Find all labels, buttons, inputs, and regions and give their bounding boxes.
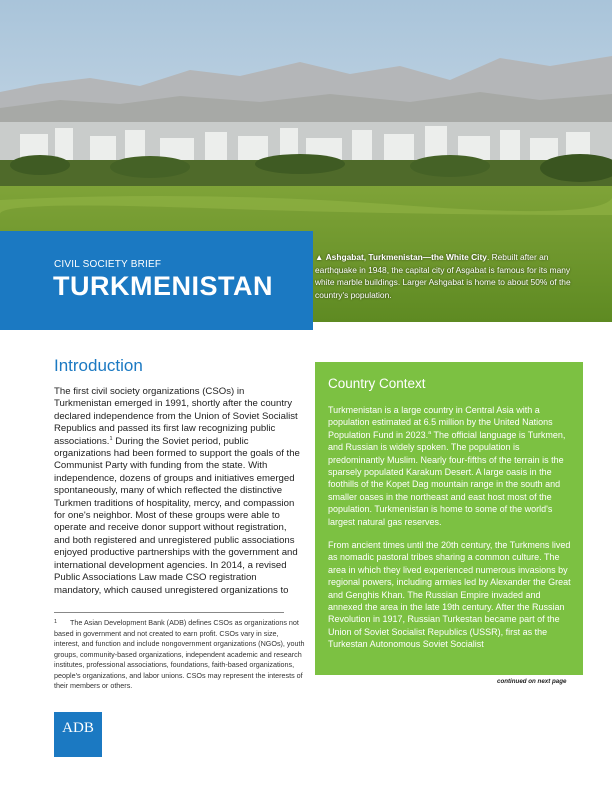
- caption-triangle-icon: ▲: [315, 252, 324, 262]
- context-text-part-1: Turkmenistan is a large country in Central Asia with a population estimated at 6.5 million by the United Nations Population Fund in 2023.: [328, 405, 553, 440]
- photo-caption: [315, 251, 585, 301]
- introduction-heading: Introduction: [54, 356, 143, 375]
- footnote-number: 1: [54, 619, 58, 625]
- continued-note: continued on next page: [497, 678, 567, 685]
- footnote-divider: [54, 612, 284, 613]
- caption-text: . Rebuilt after an earthquake in 1948, the capital city of Asgabat is famous for its many white marble buildings. Larger Ashgabat is home to about 50% of the country's population.: [315, 252, 571, 300]
- title-banner: [0, 231, 313, 330]
- footnote: [54, 618, 306, 692]
- footnote-text: The Asian Development Bank (ADB) defines CSOs as organizations not based in government and not created to earn profit. CSOs vary in size, interest, and function and include nongovernment organizations (NGOs), youth groups, community-based organizations, independent academic and research institutes, professional associations, foundations, faith-based organizations, people's organizations, and labor unions. CSOs may represent the interests of their members or others.: [54, 618, 305, 690]
- caption-title: Ashgabat, Turkmenistan—the White City: [325, 252, 487, 262]
- country-title: TURKMENISTAN: [53, 271, 273, 301]
- context-text-part-2: The official language is Turkmen, and Russian is widely spoken. The population is predominantly Muslim. Nearly four-fifths of the terrain is the sparsely populated Karakum Desert. A large oasis in the foothills of the Kopet Dag mountain range in the south and smaller oases in the northeast and east host most of the population. Turkmenistan is home to some of the world's largest natural gas reserves.: [328, 429, 566, 527]
- country-context-paragraph-2: From ancient times until the 20th century, the Turkmens lived as nomadic pastoral tribes sharing a common culture. The area in which they lived experienced numerous invasions by regional powers, including armies led by Alexander the Great and Genghis Khan. The Russian Empire invaded and annexed the area in the late 19th century. After the Russian Revolution in 1917, Russian Turkestan became part of the Union of Soviet Socialist Republics (USSR), first as the Turkestan Autonomous Soviet Socialist: [328, 540, 571, 650]
- country-context-box: [315, 362, 583, 675]
- brief-label: CIVIL SOCIETY BRIEF: [54, 259, 162, 270]
- introduction-section: [54, 356, 304, 597]
- adb-logo-text: ADB: [62, 720, 94, 736]
- footnote-ref: 1: [109, 435, 113, 442]
- context-ref: a: [428, 429, 432, 436]
- country-context-paragraph-1: [328, 404, 574, 528]
- country-context-heading: Country Context: [328, 376, 426, 391]
- adb-logo: [54, 712, 102, 757]
- introduction-body: [54, 386, 304, 597]
- intro-text-part-2: During the Soviet period, public organizations had been formed to support the goals of the Communist Party with funding from the state. With independence, dozens of groups and initiatives emerged spontaneously, many of which reflected the distinctive Turkmen traditions of hospitality, mercy, and compassion for one's neighbor. Most of these groups were able to operate and receive donor support without registration, and both registered and unregistered public associations enjoyed productive partnerships with the government and international development agencies. In 2014, a revised Public Associations Law made CSO registration mandatory, which caused unregistered organizations to: [54, 435, 300, 596]
- intro-text-part-1: The first civil society organizations (CSOs) in Turkmenistan emerged in 1991, shortly after the country declared independence from the Union of Soviet Socialist Republics and passed its first law recognizing public associations.: [54, 386, 298, 447]
